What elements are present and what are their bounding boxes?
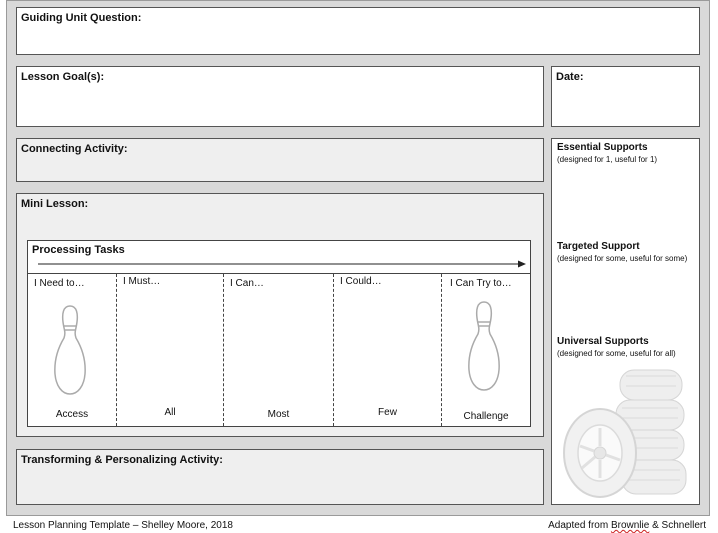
column-need-top: I Need to… bbox=[34, 278, 85, 289]
connecting-activity-box[interactable] bbox=[16, 138, 544, 182]
column-need-bottom: Access bbox=[55, 409, 89, 420]
column-can-top: I Can… bbox=[230, 278, 264, 289]
processing-tasks-title: Processing Tasks bbox=[32, 244, 125, 256]
targeted-support-note: (designed for some, useful for some) bbox=[557, 254, 688, 263]
footer-credit-left: Lesson Planning Template – Shelley Moore, 2018 bbox=[13, 520, 233, 531]
footer-right-name: Brownlie bbox=[610, 520, 650, 531]
universal-supports-title: Universal Supports bbox=[557, 336, 649, 347]
date-label: Date: bbox=[556, 71, 584, 83]
footer-credit-right bbox=[548, 520, 706, 531]
column-try-bottom: Challenge bbox=[463, 411, 509, 422]
column-try-top: I Can Try to… bbox=[450, 278, 512, 289]
mini-lesson-label: Mini Lesson: bbox=[21, 198, 89, 210]
processing-tasks-header bbox=[28, 241, 530, 274]
universal-supports-note: (designed for some, useful for all) bbox=[557, 349, 676, 358]
column-must-bottom: All bbox=[164, 407, 176, 418]
universal-supports bbox=[557, 336, 676, 358]
essential-supports bbox=[557, 142, 657, 164]
guiding-question-box[interactable] bbox=[16, 7, 700, 55]
essential-supports-note: (designed for 1, useful for 1) bbox=[557, 155, 658, 164]
column-could-top: I Could… bbox=[340, 276, 382, 287]
column-can-bottom: Most bbox=[267, 409, 290, 420]
column-could[interactable] bbox=[334, 274, 442, 426]
lesson-goals-label: Lesson Goal(s): bbox=[21, 71, 105, 83]
column-need[interactable] bbox=[28, 274, 117, 426]
targeted-support-title: Targeted Support bbox=[557, 241, 640, 252]
transforming-activity-label: Transforming & Personalizing Activity: bbox=[21, 454, 223, 466]
transforming-activity-box[interactable] bbox=[16, 449, 544, 505]
bowling-pin-icon bbox=[50, 304, 90, 396]
date-box[interactable] bbox=[551, 66, 700, 127]
column-must-top: I Must… bbox=[123, 276, 161, 287]
lesson-goals-box[interactable] bbox=[16, 66, 544, 127]
bowling-pin-icon bbox=[464, 300, 504, 392]
tire-stack-icon bbox=[552, 356, 700, 505]
footer-right-suffix: & Schnellert bbox=[649, 520, 706, 531]
essential-supports-title: Essential Supports bbox=[557, 142, 648, 153]
supports-box[interactable] bbox=[551, 138, 700, 505]
footer-right-prefix: Adapted from bbox=[548, 520, 611, 531]
targeted-support bbox=[557, 241, 687, 263]
progression-arrow-icon bbox=[36, 259, 530, 269]
column-must[interactable] bbox=[117, 274, 224, 426]
connecting-activity-label: Connecting Activity: bbox=[21, 143, 128, 155]
column-could-bottom: Few bbox=[378, 407, 397, 418]
guiding-question-label: Guiding Unit Question: bbox=[21, 12, 142, 24]
column-try[interactable] bbox=[442, 274, 530, 426]
column-can[interactable] bbox=[224, 274, 334, 426]
processing-tasks-table bbox=[27, 240, 531, 427]
